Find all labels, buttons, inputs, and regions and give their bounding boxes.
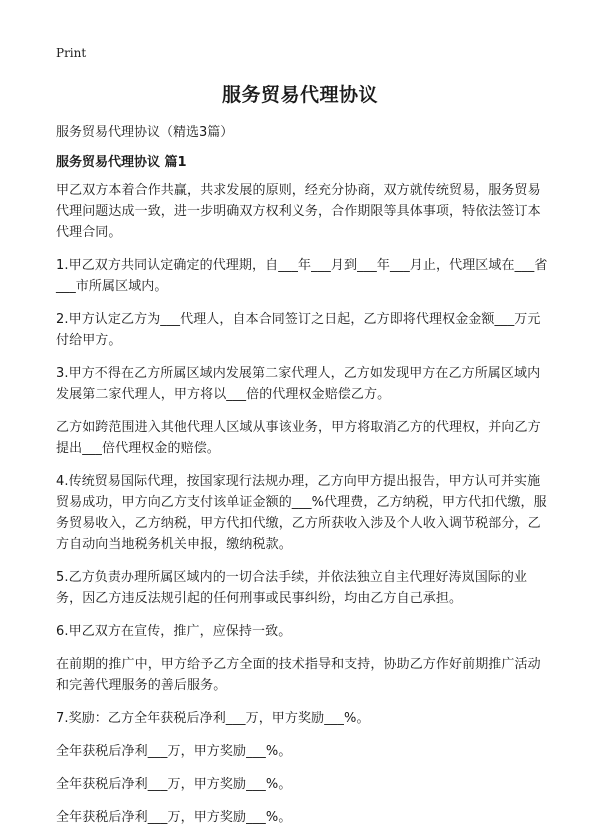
paragraph-clause-5: 5.乙方负责办理所属区域内的一切合法手续，并依法独立自主代理好涛岚国际的业务，因乙方违反法规引起的任何刑事或民事纠纷，均由乙方自己承担。 [56, 570, 528, 606]
paragraph-clause-4: 4.传统贸易国际代理，按国家现行法规办理，乙方向甲方提出报告，甲方认可并实施贸易成功，甲方向乙方支付该单证金额的___%代理费，乙方纳税，甲方代扣代缴，服务贸易收入，乙方纳税，甲方代扣代缴，乙方所获收入涉及个人收入调节税部分，乙方自动向当地税务机关申报，缴纳税款。 [56, 474, 547, 552]
document-subtitle: 服务贸易代理协议（精选3篇） [56, 125, 234, 140]
paragraph-clause-6-continued: 在前期的推广中，甲方给予乙方全面的技术指导和支持，协助乙方作好前期推广活动和完善代理服务的善后服务。 [56, 657, 541, 693]
paragraph-reward-tier: 全年获税后净利___万，甲方奖励___%。 [56, 810, 292, 825]
paragraph-reward-tier: 全年获税后净利___万，甲方奖励___%。 [56, 744, 292, 759]
paragraph-intro: 甲乙双方本着合作共赢，共求发展的原则，经充分协商，双方就传统贸易，服务贸易代理问题达成一致，进一步明确双方权利义务，合作期限等具体事项，特依法签订本代理合同。 [56, 183, 541, 240]
paragraph-clause-6: 6.甲乙双方在宣传，推广，应保持一致。 [56, 624, 292, 639]
paragraph-clause-3: 3.甲方不得在乙方所属区域内发展第二家代理人，乙方如发现甲方在乙方所属区域内发展第二家代理人，甲方将以___倍的代理权金赔偿乙方。 [56, 366, 541, 402]
paragraph-clause-2: 2.甲方认定乙方为___代理人，自本合同签订之日起，乙方即将代理权金金额___万元付给甲方。 [56, 312, 541, 348]
print-link[interactable]: Print [56, 46, 87, 60]
paragraph-reward-tier: 全年获税后净利___万，甲方奖励___%。 [56, 777, 292, 792]
section-heading: 服务贸易代理协议 篇1 [56, 155, 187, 170]
paragraph-clause-7: 7.奖励：乙方全年获税后净利___万，甲方奖励___%。 [56, 711, 370, 726]
paragraph-clause-1: 1.甲乙双方共同认定确定的代理期，自___年___月到___年___月止，代理区域在___省___市所属区域内。 [56, 258, 548, 294]
document-body [56, 180, 552, 840]
paragraph-clause-3-continued: 乙方如跨范围进入其他代理人区域从事该业务，甲方将取消乙方的代理权，并向乙方提出___倍代理权金的赔偿。 [56, 420, 541, 456]
document-title: 服务贸易代理协议 [221, 84, 378, 106]
